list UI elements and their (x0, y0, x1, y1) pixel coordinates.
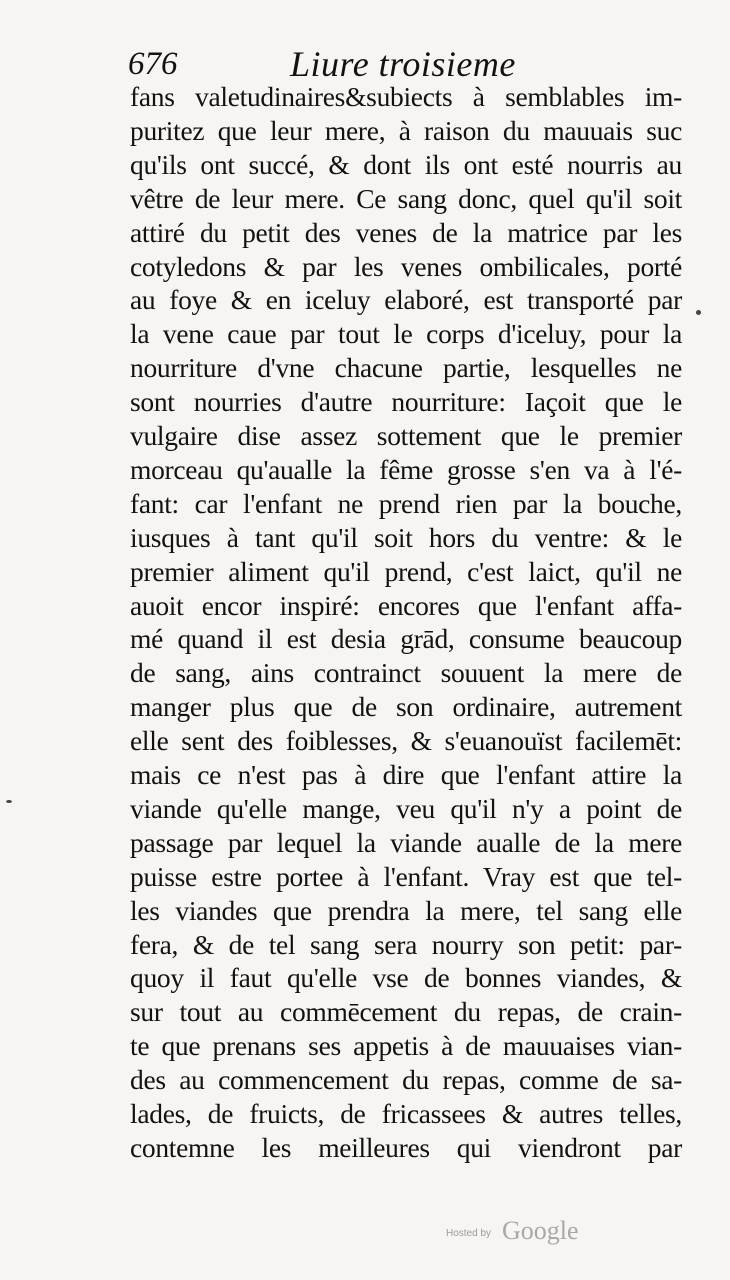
text-line: puisse estre portee à l'enfant. Vray est que tel- (130, 860, 682, 892)
text-line: de sang, ains contrainct souuent la mere de (130, 657, 682, 689)
text-line: manger plus que de son ordinaire, autrement (130, 691, 682, 723)
hosted-by-text: Hosted by (446, 1228, 492, 1239)
text-line: contemne les meilleures qui viendront par (130, 1131, 682, 1163)
text-line: te que prenans ses appetis à de mauuaises vian- (130, 1030, 682, 1062)
text-line: mais ce n'est pas à dire que l'enfant attire la (130, 759, 682, 790)
running-title: Liure troisieme (290, 44, 516, 84)
page-number: 676 (128, 46, 178, 82)
text-line: au foye & en iceluy elaboré, est transporté par (130, 284, 682, 316)
text-line: lades, de fruicts, de fricassees & autres telles, (130, 1098, 682, 1129)
text-line: passage par lequel la viande aualle de la mere (130, 826, 682, 858)
text-line: sont nourries d'autre nourriture: Iaçoit que le (130, 386, 682, 418)
text-line: viande qu'elle mange, veu qu'il n'y a point de (130, 792, 682, 824)
text-line: fera, & de tel sang sera nourry son petit: par- (130, 928, 682, 960)
text-line: fant: car l'enfant ne prend rien par la bouche, (130, 487, 682, 519)
text-line: cotyledons & par les venes ombilicales, porté (130, 250, 682, 282)
ink-speck (6, 800, 12, 803)
google-logo: Google (502, 1216, 579, 1245)
text-line: fans valetudinaires&subiects à semblables im- (130, 81, 682, 112)
text-line: premier aliment qu'il prend, c'est laict, qu'il ne (130, 555, 682, 587)
text-line: des au commencement du repas, comme de sa- (130, 1064, 682, 1096)
ink-speck (696, 310, 701, 315)
text-line: sur tout au commēcement du repas, de crain- (130, 996, 682, 1028)
text-line: vulgaire dise assez sottement que le premier (130, 420, 682, 451)
text-line: attiré du petit des venes de la matrice par les (130, 216, 682, 248)
text-line: auoit encor inspiré: encores que l'enfant affa- (130, 589, 682, 621)
text-line: morceau qu'aualle la fême grosse s'en va à l'é- (130, 453, 682, 485)
text-line: qu'ils ont succé, & dont ils ont esté nourris au (130, 148, 682, 180)
text-line: mé quand il est desia grād, consume beaucoup (130, 623, 682, 655)
text-line: iusques à tant qu'il soit hors du ventre: & le (130, 521, 682, 553)
text-line: puritez que leur mere, à raison du mauuais suc (130, 114, 682, 146)
text-line: elle sent des foiblesses, & s'euanouïst facilemēt: (130, 725, 682, 757)
text-line: la vene caue par tout le corps d'iceluy, pour la (130, 318, 682, 350)
text-line: vêtre de leur mere. Ce sang donc, quel qu'il soit (130, 182, 682, 214)
text-line: les viandes que prendra la mere, tel sang elle (130, 894, 682, 926)
watermark (446, 1216, 606, 1246)
text-line: nourriture d'vne chacune partie, lesquelles ne (130, 352, 682, 384)
text-line: quoy il faut qu'elle vse de bonnes viandes, & (130, 962, 682, 994)
body-text (130, 78, 682, 1162)
